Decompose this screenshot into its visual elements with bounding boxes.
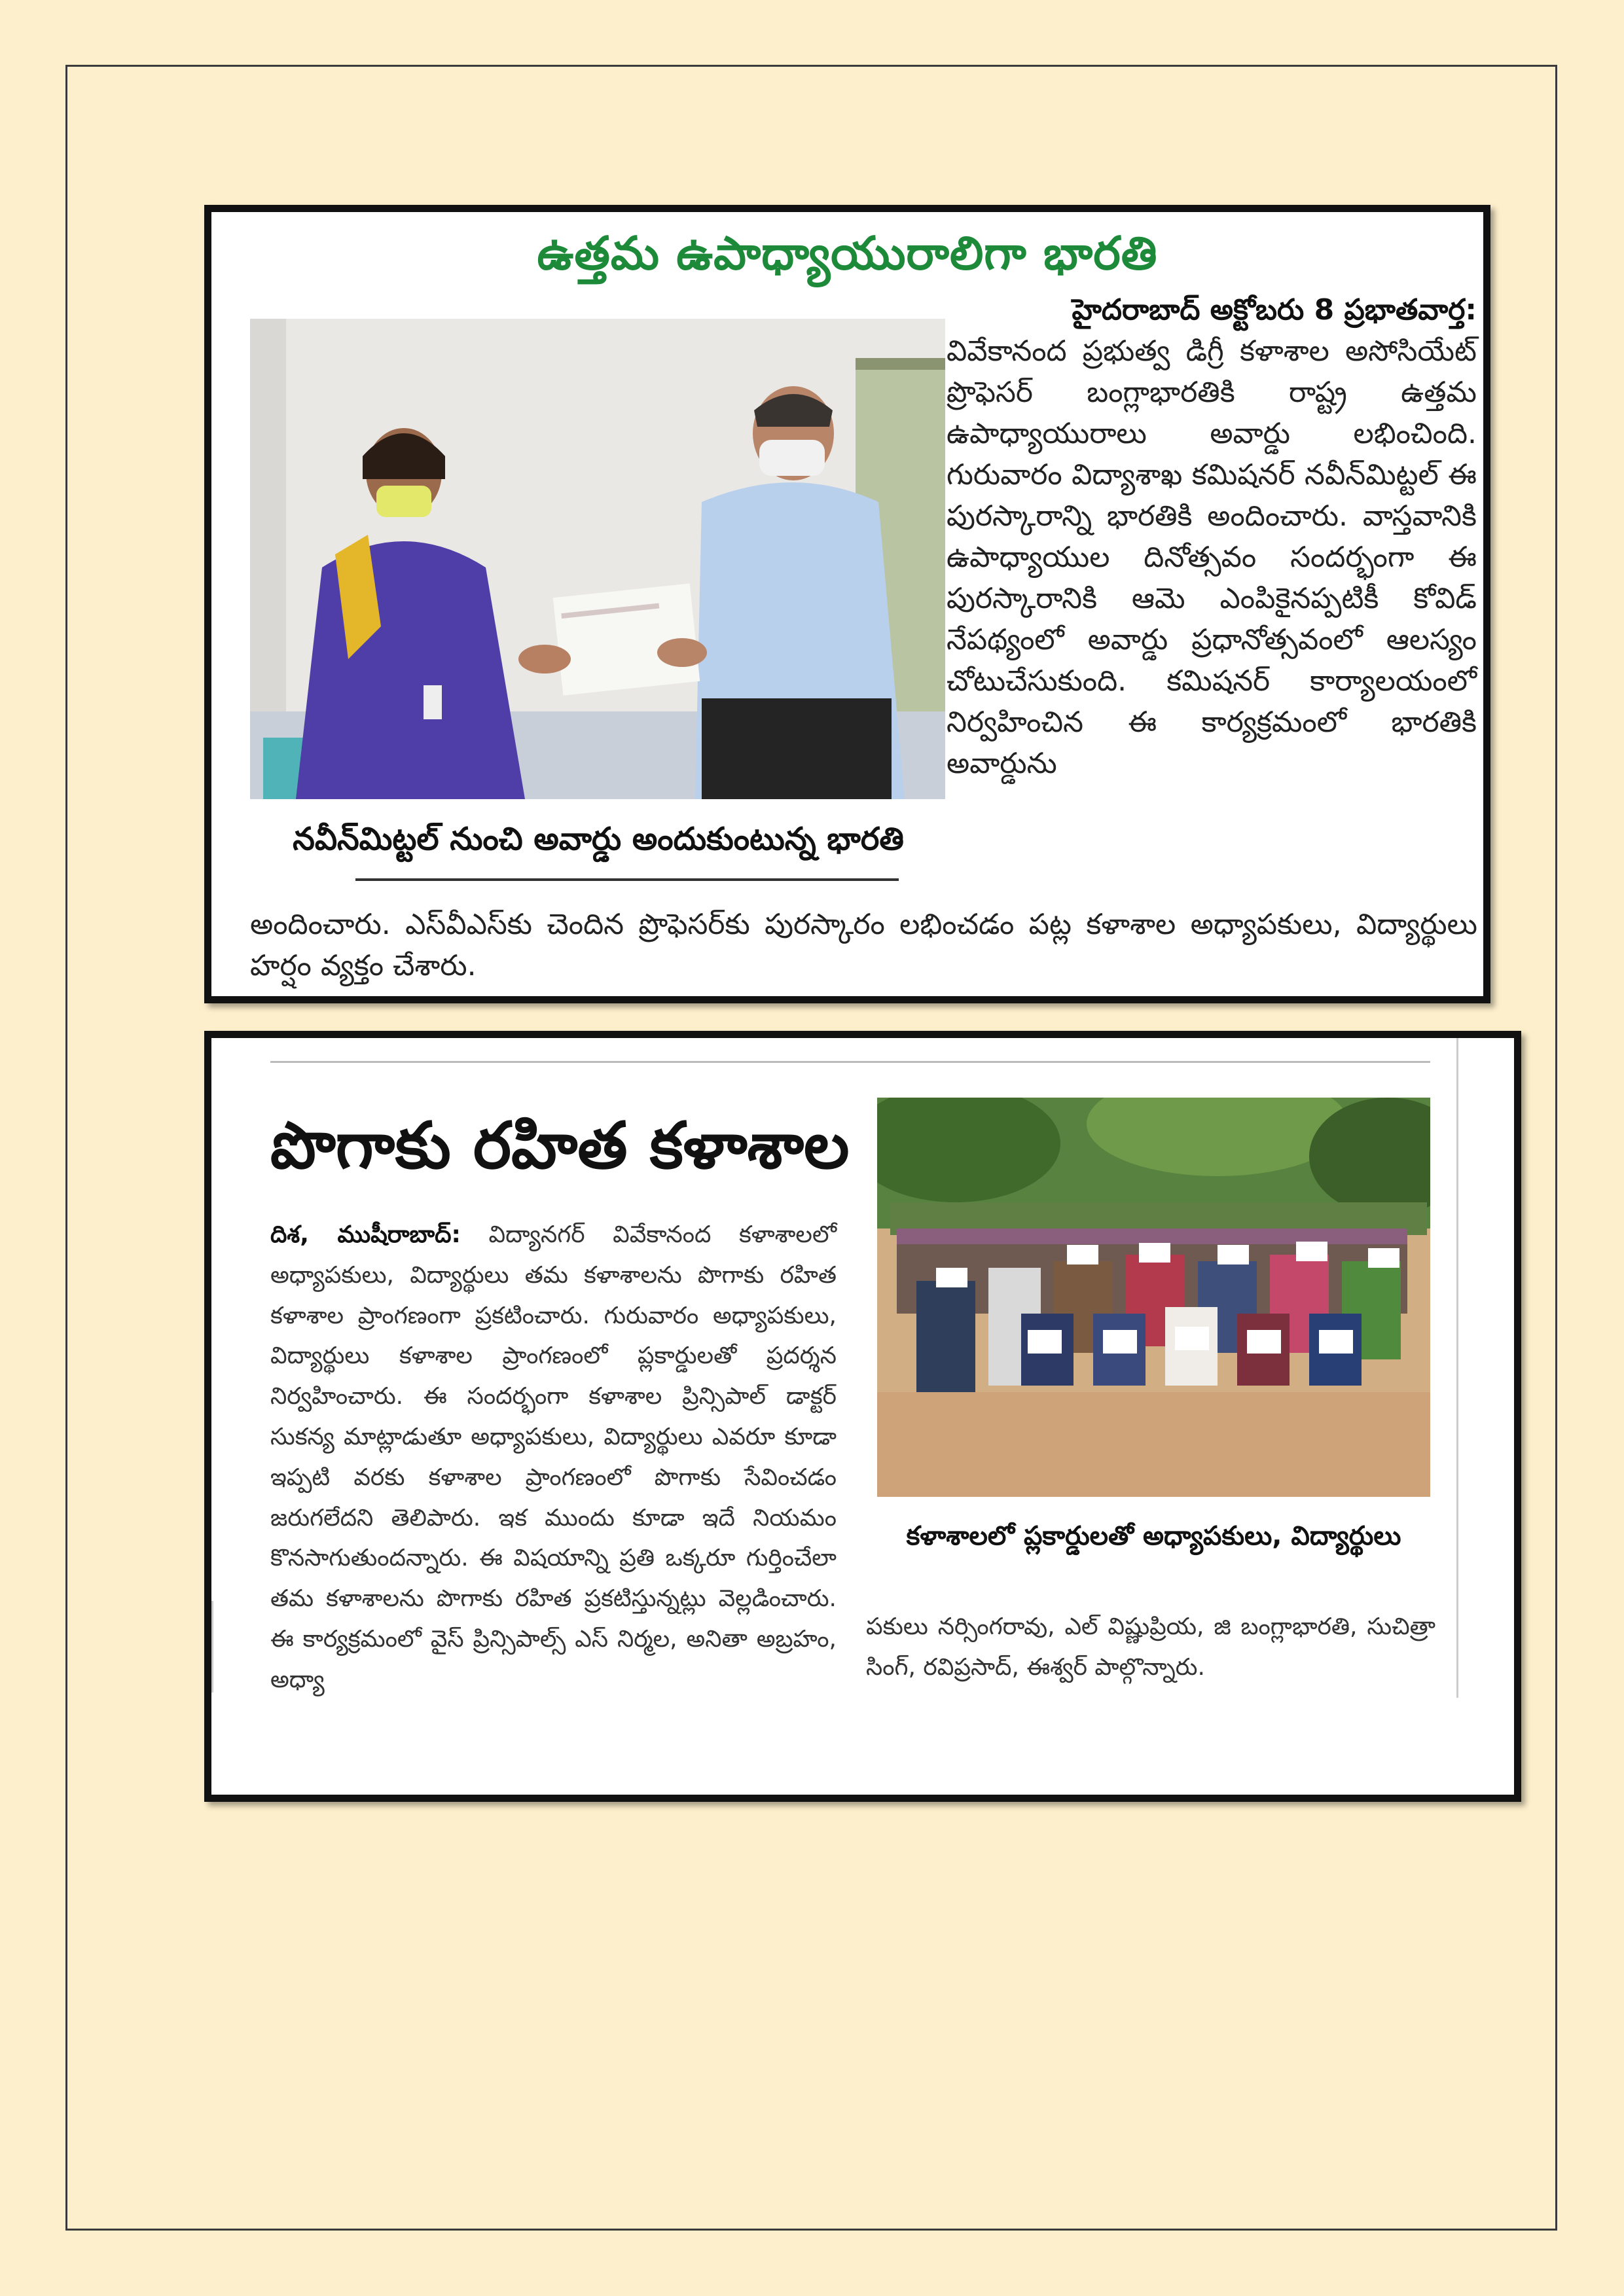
tobacco-dateline: దిశ, ముషీరాబాద్: [270, 1221, 461, 1248]
placard-group-photo [877, 1098, 1430, 1497]
award-photo-illustration [250, 319, 945, 799]
left-rule [211, 1601, 213, 1693]
news-clipping-tobacco-free [204, 1031, 1521, 1802]
caption-underline [355, 878, 899, 881]
award-article-column [947, 289, 1477, 784]
award-dateline: హైదరాబాద్ అక్టోబరు 8 ప్రభాతవార్త: [1072, 293, 1477, 327]
headline-award: ఉత్తమ ఉపాధ్యాయురాలిగా భారతి [537, 226, 1158, 280]
top-rule [270, 1061, 1430, 1063]
tobacco-article-column-right: పకులు నర్సింగరావు, ఎల్ విష్ణుప్రియ, జి బంగ్లాభారతి, సుచిత్రా సింగ్, రవిప్రసాద్, ఈశ్వర్ పాల్గొన్నారు. [866, 1613, 1435, 1681]
award-body-continuation: అందించారు. ఎస్‌వీఎస్‌కు చెందిన ప్రొఫెసర్‌కు పురస్కారం లభించడం పట్ల కళాశాల అధ్యాపకులు, విద్యార్థులు హర్షం వ్యక్తం చేశారు. [250, 908, 1477, 982]
award-photo-caption: నవీన్‌మిట్టల్ నుంచి అవార్డు అందుకుంటున్న భారతి [293, 821, 904, 857]
tobacco-article-column-left [270, 1215, 837, 1700]
award-body-text: వివేకానంద ప్రభుత్వ డిగ్రీ కళాశాల అసోసియేట్ ప్రొఫెసర్ బంగ్లాభారతికి రాష్ట్ర ఉత్తమ ఉపాధ్యాయురాలు అవార్డు లభించింది. గురువారం విద్యాశాఖ కమిషనర్ నవీన్‌మిట్టల్ ఈ పురస్కారాన్ని భారతికి అందించారు. వాస్తవానికి ఉపాధ్యాయుల దినోత్సవం సందర్భంగా ఈ పురస్కారానికి ఆమె ఎంపికైనప్పటికీ కోవిడ్ నేపథ్యంలో అవార్డు ప్రధానోత్సవంలో ఆలస్యం చోటుచేసుకుంది. కమిషనర్ కార్యాలయంలో నిర్వహించిన ఈ కార్యక్రమంలో భారతికి అవార్డును [947, 334, 1477, 780]
right-rule [1456, 1038, 1458, 1698]
group-photo-caption: కళాశాలలో ప్లకార్డులతో అధ్యాపకులు, విద్యార్థులు [906, 1521, 1401, 1551]
headline-tobacco-free: పొగాకు రహిత కళాశాల [270, 1109, 850, 1183]
tobacco-body-text: విద్యానగర్ వివేకానంద కళాశాలలో అధ్యాపకులు, విద్యార్థులు తమ కళాశాలను పొగాకు రహిత కళాశాల ప్రాంగణంగా ప్రకటించారు. గురువారం అధ్యాపకులు, విద్యార్థులు కళాశాల ప్రాంగణంలో ప్లకార్డులతో ప్రదర్శన నిర్వహించారు. ఈ సందర్భంగా కళాశాల ప్రిన్సిపాల్ డాక్టర్ సుకన్య మాట్లాడుతూ అధ్యాపకులు, విద్యార్థులు ఎవరూ కూడా ఇప్పటి వరకు కళాశాల ప్రాంగణంలో పొగాకు సేవించడం జరుగలేదని తెలిపారు. ఇక ముందు కూడా ఇదే నియమం కొనసాగుతుందన్నారు. ఈ విషయాన్ని ప్రతి ఒక్కరూ గుర్తించేలా తమ కళాశాలను పొగాకు రహిత ప్రకటిస్తున్నట్లు వెల్లడించారు. ఈ కార్యక్రమంలో వైస్ ప్రిన్సిపాల్స్ ఎస్ నిర్మల, అనితా అబ్రహం, అధ్యా [270, 1221, 837, 1693]
group-photo-illustration [877, 1098, 1430, 1497]
news-clipping-award [204, 205, 1490, 1003]
award-photo [250, 319, 945, 799]
